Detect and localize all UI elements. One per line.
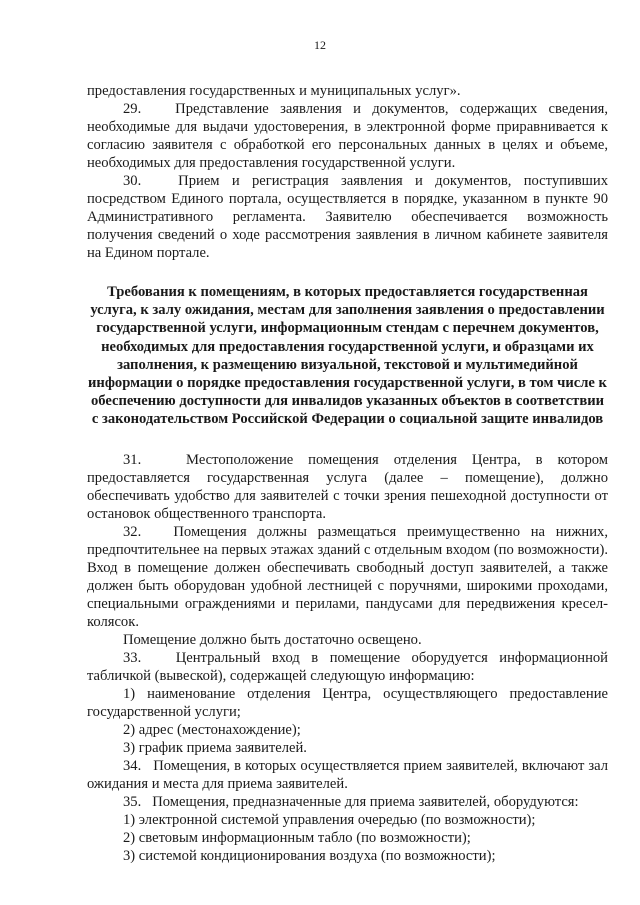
list-item-35-3: 3) системой кондиционирования воздуха (по возможности); [123,847,496,864]
paragraph-continuation: предоставления государственных и муниципальных услуг». [87,83,461,99]
paragraph-31: 31. Местоположение помещения отделения Центра, в котором предоставляется государственная услуга (далее – помещение), должно обеспечивать удобство для заявителей с точки зрения пешеходной доступности от остановок общественного транспорта. [87,451,608,522]
paragraph-29: 29. Представление заявления и документов, содержащих сведения, необходимые для выдачи удостоверения, в электронной форме приравнивается к согласию заявителя с обработкой его персональных данных в целях и объеме, необходимых для предоставления государственной услуги. [87,101,608,171]
list-item-33-1: 1) наименование отделения Центра, осуществляющего предоставление государственной услуги; [87,685,608,720]
paragraph-30: 30. Прием и регистрация заявления и документов, поступивших посредством Единого портала, осуществляется в порядке, указанном в пункте 90 Административного регламента. Заявителю обеспечивается возможность получения сведений о ходе рассмотрения заявления в личном кабинете заявителя на Едином портале. [87,173,608,261]
list-item-33-2: 2) адрес (местонахождение); [123,721,301,738]
paragraph-35: 35. Помещения, предназначенные для приема заявителей, оборудуются: [123,793,579,810]
paragraph-33: 33. Центральный вход в помещение оборудуется информационной табличкой (вывеской), содержащей следующую информацию: [87,649,608,684]
page-number: 12 [314,38,326,52]
paragraph-32: 32. Помещения должны размещаться преимущественно на нижних, предпочтительнее на первых этажах зданий с отдельным входом (по возможности). Вход в помещение должен обеспечивать свободный доступ заявителей, а также должен быть оборудован удобной лестницей с поручнями, широкими проходами, специальными ограждениями и перилами, пандусами для передвижения кресел-колясок. [87,523,608,630]
list-item-35-1: 1) электронной системой управления очередью (по возможности); [123,811,536,828]
paragraph-34: 34. Помещения, в которых осуществляется прием заявителей, включают зал ожидания и места для приема заявителей. [87,757,608,792]
paragraph-lighting: Помещение должно быть достаточно освещено. [123,631,422,648]
list-item-35-2: 2) световым информационным табло (по возможности); [123,829,471,846]
document-body [87,82,608,865]
list-item-33-3: 3) график приема заявителей. [123,739,307,756]
section-heading: Требования к помещениям, в которых предоставляется государственная услуга, к залу ожидания, местам для заполнения заявления о предоставлении государственной услуги, информационным стендам с перечнем документов, необходимых для предоставления государственной услуги, и образцами их заполнения, к размещению визуальной, текстовой и мультимедийной информации о порядке предоставления государственной услуги, в том числе к обеспечению доступности для инвалидов указанных объектов в соответствии с законодательством Российской Федерации о социальной защите инвалидов [88,284,607,428]
